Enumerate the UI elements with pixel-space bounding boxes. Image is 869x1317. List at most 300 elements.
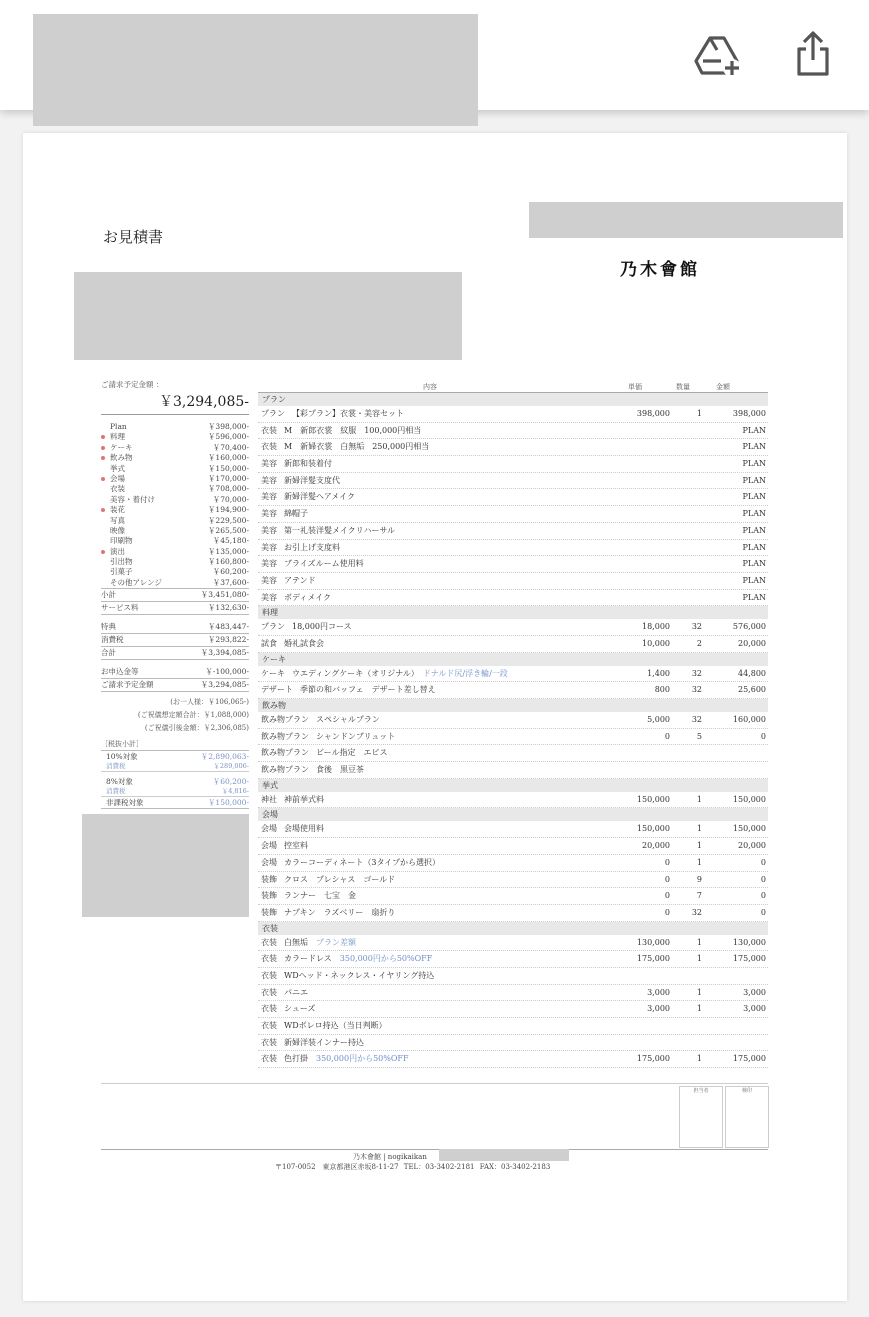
item-amount: PLAN: [742, 425, 766, 435]
item-desc-text: 神前挙式料: [284, 794, 324, 804]
table-row: [258, 406, 768, 423]
item-category: 装飾: [261, 891, 277, 901]
share-button[interactable]: [788, 30, 838, 80]
item-amount: PLAN: [742, 475, 766, 485]
item-note: 350,000円から50%OFF: [331, 954, 433, 964]
item-desc-text: スペシャルプラン: [316, 715, 380, 724]
tax-sub-value: ￥289,006-: [213, 762, 249, 771]
tax-value: ￥2,890,063-: [200, 752, 249, 762]
header-content: 内容: [423, 383, 437, 391]
stamp-box-approval: [725, 1086, 769, 1148]
tax-sub-value: ￥4,816-: [221, 787, 249, 796]
breakdown-row: [101, 516, 249, 526]
summary-value: ￥3,451,080-: [200, 590, 249, 600]
summary-row: [101, 589, 249, 602]
item-amount: 0: [760, 731, 766, 741]
item-desc-text: クロス プレシャス ゴールド: [284, 874, 396, 884]
tax-row: [101, 797, 249, 809]
item-desc-text: 色打掛: [284, 1054, 308, 1064]
item-desc-text: シューズ: [284, 1004, 316, 1014]
item-description: [284, 456, 332, 472]
notes: [101, 696, 249, 735]
breakdown-row: [101, 495, 249, 505]
summary-name: 特典: [101, 622, 116, 632]
item-amount: 130,000: [732, 937, 766, 947]
item-unit-price: 398,000: [636, 409, 670, 418]
item-quantity: 1: [696, 954, 702, 964]
table-row: [258, 636, 768, 653]
table-row: [258, 712, 768, 729]
item-category: 衣装: [261, 1004, 277, 1014]
item-note: 350,000円から50%OFF: [308, 1054, 409, 1064]
breakdown-row: [101, 567, 249, 577]
table-row: [258, 506, 768, 523]
header-amount: 金額: [716, 383, 730, 391]
summary-value: ￥-100,000-: [205, 667, 249, 677]
item-amount: 20,000: [738, 841, 766, 851]
note-line: (ご祝儀引後金額：￥2,306,085): [144, 724, 249, 733]
item-quantity: 1: [696, 987, 702, 997]
item-description: [284, 1051, 409, 1067]
breakdown-value: ￥70,000-: [212, 494, 249, 504]
item-desc-text: パニエ: [284, 987, 308, 997]
breakdown-name: 演出: [101, 547, 125, 557]
item-amount: 0: [760, 874, 766, 884]
item-description: [316, 729, 395, 745]
item-description: [284, 1001, 315, 1017]
item-quantity: 2: [696, 638, 702, 648]
item-category: 衣装: [261, 1054, 277, 1064]
table-row: [258, 888, 768, 905]
summary-row: [101, 679, 249, 692]
table-row: [258, 456, 768, 473]
item-desc-text: お引上げ支度料: [284, 542, 340, 552]
item-category: ケーキ: [261, 668, 285, 678]
footer-fax: FAX：03-3402-2183: [479, 1163, 551, 1171]
item-category: 衣装: [261, 425, 277, 435]
table-row: [258, 590, 768, 607]
item-category: 衣装: [261, 1037, 277, 1047]
item-amount: 20,000: [738, 638, 766, 648]
breakdown-value: ￥150,000-: [207, 463, 249, 473]
item-description: [284, 968, 434, 984]
item-quantity: 32: [691, 907, 702, 917]
redacted-area: [33, 14, 478, 126]
item-description: [284, 888, 356, 904]
table-row: [258, 855, 768, 872]
table-row: [258, 489, 768, 506]
breakdown-row: [101, 578, 249, 589]
section-header: 挙式: [258, 779, 768, 792]
item-description: [284, 821, 324, 837]
item-description: [284, 523, 395, 539]
item-desc-text: ブライズルーム使用料: [284, 559, 364, 569]
breakdown-name: 挙式: [110, 463, 125, 473]
item-amount: 3,000: [743, 987, 766, 997]
item-unit-price: 800: [654, 685, 670, 695]
table-row: [258, 821, 768, 838]
breakdown-value: ￥160,000-: [207, 453, 249, 463]
item-category: 飲み物プラン: [261, 731, 309, 741]
item-quantity: 32: [691, 685, 702, 695]
item-desc-text: 会場使用料: [284, 824, 324, 834]
table-row: [258, 1035, 768, 1052]
add-to-drive-icon: [693, 30, 743, 80]
breakdown-name: 会場: [101, 474, 125, 484]
bullet-dot-icon: [101, 456, 105, 460]
table-row: [258, 1001, 768, 1018]
item-desc-text: 新婦洋髪ヘアメイク: [284, 492, 355, 502]
item-desc-text: ランナー 七宝 金: [284, 891, 356, 901]
tax-subrow: [101, 787, 249, 797]
section-header: 料理: [258, 606, 768, 619]
item-description: [284, 872, 395, 888]
company-logo: 乃木會館: [620, 260, 700, 280]
item-unit-price: 175,000: [636, 954, 670, 964]
item-desc-text: 食後 黒豆茶: [316, 765, 364, 775]
item-description: [284, 573, 316, 589]
redacted-area: [439, 1149, 569, 1161]
item-category: 会場: [261, 857, 277, 867]
section-header: ケーキ: [258, 653, 768, 666]
item-description: [316, 762, 364, 778]
item-category: 美容: [261, 559, 277, 569]
item-description: [284, 1035, 364, 1051]
item-description: [284, 556, 364, 572]
item-category: 装飾: [261, 907, 277, 917]
breakdown-row: [101, 474, 249, 484]
summary-column: [101, 379, 249, 809]
item-unit-price: 175,000: [636, 1054, 670, 1064]
summary-list: [101, 589, 249, 692]
item-unit-price: 0: [664, 891, 670, 901]
section-header: 衣装: [258, 922, 768, 935]
summary-value: ￥132,630-: [207, 603, 249, 613]
item-description: [284, 489, 355, 505]
breakdown-row: [101, 443, 249, 453]
item-amount: PLAN: [742, 542, 766, 552]
item-category: 衣装: [261, 987, 277, 997]
note-line: (ご祝儀想定額合計：￥1,088,000): [137, 711, 249, 720]
item-amount: PLAN: [742, 575, 766, 585]
breakdown-value: ￥37,600-: [212, 577, 249, 587]
item-amount: 398,000: [732, 409, 766, 418]
item-desc-text: ウエディングケーキ（オリジナル）: [292, 668, 415, 678]
item-category: 衣装: [261, 1021, 277, 1030]
item-unit-price: 5,000: [647, 715, 670, 724]
breakdown-row: [101, 547, 249, 557]
summary-value: ￥483,447-: [207, 622, 249, 632]
item-category: デザート: [261, 685, 293, 695]
breakdown-row: [101, 432, 249, 442]
redacted-area: [529, 202, 843, 238]
breakdown-row: [101, 422, 249, 432]
item-desc-text: 控室料: [284, 841, 308, 851]
summary-row: [101, 666, 249, 679]
item-amount: 175,000: [732, 954, 766, 964]
summary-value: ￥293,822-: [207, 635, 249, 645]
footer-address: [275, 1162, 550, 1172]
breakdown-value: ￥194,900-: [207, 505, 249, 515]
tax-value: ￥60,200-: [212, 777, 249, 787]
item-category: 衣装: [261, 970, 277, 980]
table-row: [258, 423, 768, 440]
item-description: [284, 1018, 387, 1034]
item-amount: PLAN: [742, 442, 766, 452]
summary-name: ご請求予定金額: [101, 680, 154, 690]
breakdown-row: [101, 464, 249, 474]
breakdown-value: ￥398,000-: [207, 422, 249, 431]
table-row: [258, 872, 768, 889]
table-row: [258, 951, 768, 968]
summary-row: [101, 647, 249, 660]
breakdown-row: [101, 484, 249, 494]
breakdown-row: [101, 536, 249, 546]
item-desc-text: 18,000円コース: [292, 622, 352, 632]
item-unit-price: 0: [664, 874, 670, 884]
table-row: [258, 556, 768, 573]
tax-sub-name: 消費税: [106, 762, 126, 771]
table-row: [258, 439, 768, 456]
estimate-table: [258, 379, 768, 1068]
item-amount: 25,600: [738, 685, 766, 695]
item-amount: 0: [760, 907, 766, 917]
bullet-dot-icon: [101, 435, 105, 439]
item-category: プラン: [261, 409, 285, 418]
breakdown-value: ￥170,000-: [207, 473, 249, 483]
summary-name: 合計: [101, 648, 116, 658]
item-desc-text: シャンドンブリュット: [316, 731, 396, 741]
item-category: 美容: [261, 459, 277, 469]
item-amount: PLAN: [742, 592, 766, 602]
item-desc-text: アテンド: [284, 575, 316, 585]
footer-postal: 〒107-0052 東京都港区赤坂8-11-27: [275, 1163, 399, 1171]
item-desc-text: カラードレス: [284, 954, 332, 964]
breakdown-value: ￥265,500-: [207, 525, 249, 535]
item-unit-price: 10,000: [642, 638, 670, 648]
tax-subrow: [101, 762, 249, 772]
item-desc-text: 綿帽子: [284, 509, 308, 519]
item-category: 衣装: [261, 937, 277, 947]
item-description: [284, 935, 356, 951]
item-desc-text: カラーコーディネート（3タイプから選択）: [284, 857, 441, 867]
item-quantity: 32: [691, 622, 702, 632]
stamp-label: 担当者: [693, 1088, 709, 1094]
summary-name: 小計: [101, 590, 116, 600]
item-desc-text: WDボレロ持込（当日判断）: [284, 1021, 387, 1030]
summary-name: お申込金等: [101, 667, 139, 677]
breakdown-name: Plan: [110, 422, 127, 431]
item-unit-price: 0: [664, 731, 670, 741]
item-description: [284, 636, 324, 652]
summary-name: 消費税: [101, 635, 124, 645]
bullet-dot-icon: [101, 508, 105, 512]
table-row: [258, 985, 768, 1002]
section-header: 会場: [258, 808, 768, 821]
item-quantity: 1: [696, 1004, 702, 1014]
breakdown-name: 写真: [110, 515, 125, 525]
item-quantity: 1: [696, 937, 702, 947]
footer-divider: [101, 1149, 768, 1150]
breakdown-row: [101, 453, 249, 463]
item-desc-text: M 新婦衣裳 白無垢 250,000円相当: [284, 442, 430, 452]
item-description: [284, 423, 421, 439]
summary-row: [101, 621, 249, 634]
item-quantity: 1: [696, 409, 702, 418]
item-category: 会場: [261, 824, 277, 834]
item-category: 美容: [261, 592, 277, 602]
item-unit-price: 150,000: [636, 794, 670, 804]
item-description: [284, 838, 308, 854]
item-unit-price: 18,000: [642, 622, 670, 632]
bullet-dot-icon: [101, 446, 105, 450]
item-amount: PLAN: [742, 559, 766, 569]
footer-company: 乃木會館 | nogikaikan: [353, 1153, 427, 1161]
footer-tel: TEL：03-3402-2181: [403, 1163, 475, 1171]
document-title: お見積書: [103, 228, 164, 246]
item-description: [284, 439, 429, 455]
item-description: [284, 951, 432, 967]
tax-name: 8%対象: [106, 777, 133, 787]
breakdown-value: ￥596,000-: [207, 432, 249, 442]
item-category: 飲み物プラン: [261, 765, 309, 775]
table-row: [258, 682, 768, 699]
breakdown-value: ￥45,180-: [212, 536, 249, 546]
item-desc-text: 新婦洋髪支度代: [284, 475, 340, 485]
item-amount: 3,000: [743, 1004, 766, 1014]
item-amount: PLAN: [742, 525, 766, 535]
item-amount: 0: [760, 857, 766, 867]
bullet-dot-icon: [101, 550, 105, 554]
item-category: 飲み物プラン: [261, 748, 309, 758]
tax-row: [101, 751, 249, 762]
tax-list: [101, 751, 249, 809]
add-to-drive-button[interactable]: [693, 30, 743, 80]
item-quantity: 1: [696, 841, 702, 851]
item-desc-text: ボディメイク: [284, 592, 332, 602]
summary-value: ￥3,294,085-: [200, 680, 249, 690]
tax-heading: ［税抜小計］: [101, 739, 249, 751]
summary-name: サービス料: [101, 603, 139, 613]
tax-name: 非課税対象: [106, 798, 144, 808]
item-category: 衣装: [261, 442, 277, 452]
tax-row: [101, 776, 249, 787]
item-note: プラン差額: [308, 937, 356, 947]
table-row: [258, 573, 768, 590]
breakdown-name: 美容・着付け: [110, 494, 155, 504]
total-value: ￥3,294,085-: [101, 391, 249, 415]
item-description: [284, 540, 340, 556]
item-unit-price: 1,400: [647, 668, 670, 678]
total-label: ご請求予定金額 ：: [101, 380, 164, 389]
table-row: [258, 1018, 768, 1035]
table-body: [258, 393, 768, 1068]
item-amount: 44,800: [738, 668, 766, 678]
item-quantity: 5: [696, 731, 702, 741]
stamp-box-staff: [679, 1086, 723, 1148]
item-description: [292, 619, 352, 635]
item-quantity: 1: [696, 794, 702, 804]
redacted-area: [74, 272, 462, 360]
table-row: [258, 935, 768, 952]
item-desc-text: ビール指定 エビス: [316, 748, 388, 758]
item-desc-text: M 新郎衣裳 紋服 100,000円相当: [284, 425, 422, 435]
item-desc-text: 婚礼試食会: [284, 638, 324, 648]
footer-divider: [101, 1083, 768, 1084]
tax-name: 10%対象: [106, 752, 138, 762]
breakdown-name: 映像: [110, 525, 125, 535]
item-amount: 576,000: [732, 622, 766, 632]
breakdown-value: ￥70,400-: [212, 442, 249, 452]
item-desc-text: 新婦洋装インナー持込: [284, 1037, 364, 1047]
breakdown-name: ケーキ: [101, 443, 133, 453]
breakdown-name: 印刷物: [110, 536, 133, 546]
breakdown-list: [101, 422, 249, 589]
section-header: 飲み物: [258, 699, 768, 712]
header-unit: 単価: [628, 383, 642, 391]
item-desc-text: 白無垢: [284, 937, 308, 947]
item-description: [284, 590, 331, 606]
item-desc-text: WDヘッド・ネックレス・イヤリング持込: [284, 970, 435, 980]
item-quantity: 1: [696, 857, 702, 867]
item-desc-text: 第一礼装洋髪メイクリハーサル: [284, 525, 396, 535]
item-description: [284, 985, 308, 1001]
item-unit-price: 3,000: [647, 1004, 670, 1014]
item-category: 美容: [261, 492, 277, 502]
table-row: [258, 523, 768, 540]
breakdown-row: [101, 526, 249, 536]
item-unit-price: 0: [664, 907, 670, 917]
note-line: (お一人様：￥106,065-): [170, 698, 249, 707]
item-desc-text: 季節の和バッフェ デザート差し替え: [300, 685, 436, 695]
item-category: 美容: [261, 542, 277, 552]
breakdown-value: ￥708,000-: [207, 484, 249, 494]
item-category: 美容: [261, 525, 277, 535]
item-unit-price: 130,000: [636, 937, 670, 947]
breakdown-value: ￥135,000-: [207, 546, 249, 556]
item-category: 神社: [261, 794, 277, 804]
item-category: 衣装: [261, 954, 277, 964]
breakdown-value: ￥60,200-: [212, 567, 249, 577]
item-amount: 160,000: [732, 715, 766, 724]
breakdown-row: [101, 557, 249, 567]
item-amount: PLAN: [742, 492, 766, 502]
item-desc-text: ナプキン ラズベリー 扇折り: [284, 907, 396, 917]
breakdown-row: [101, 505, 249, 515]
item-amount: 0: [760, 891, 766, 901]
item-unit-price: 20,000: [642, 841, 670, 851]
item-unit-price: 150,000: [636, 824, 670, 834]
item-description: [284, 855, 440, 871]
item-quantity: 1: [696, 824, 702, 834]
item-category: 会場: [261, 841, 277, 851]
header-qty: 数量: [676, 383, 690, 391]
item-amount: PLAN: [742, 509, 766, 519]
item-amount: 175,000: [732, 1054, 766, 1064]
table-row: [258, 968, 768, 985]
table-row: [258, 838, 768, 855]
toolbar: [0, 0, 869, 110]
table-header: [258, 379, 768, 393]
table-row: [258, 473, 768, 490]
table-row: [258, 745, 768, 762]
table-row: [258, 762, 768, 779]
table-row: [258, 540, 768, 557]
table-row: [258, 729, 768, 746]
bullet-dot-icon: [101, 477, 105, 481]
item-quantity: 1: [696, 1054, 702, 1064]
item-category: 美容: [261, 575, 277, 585]
